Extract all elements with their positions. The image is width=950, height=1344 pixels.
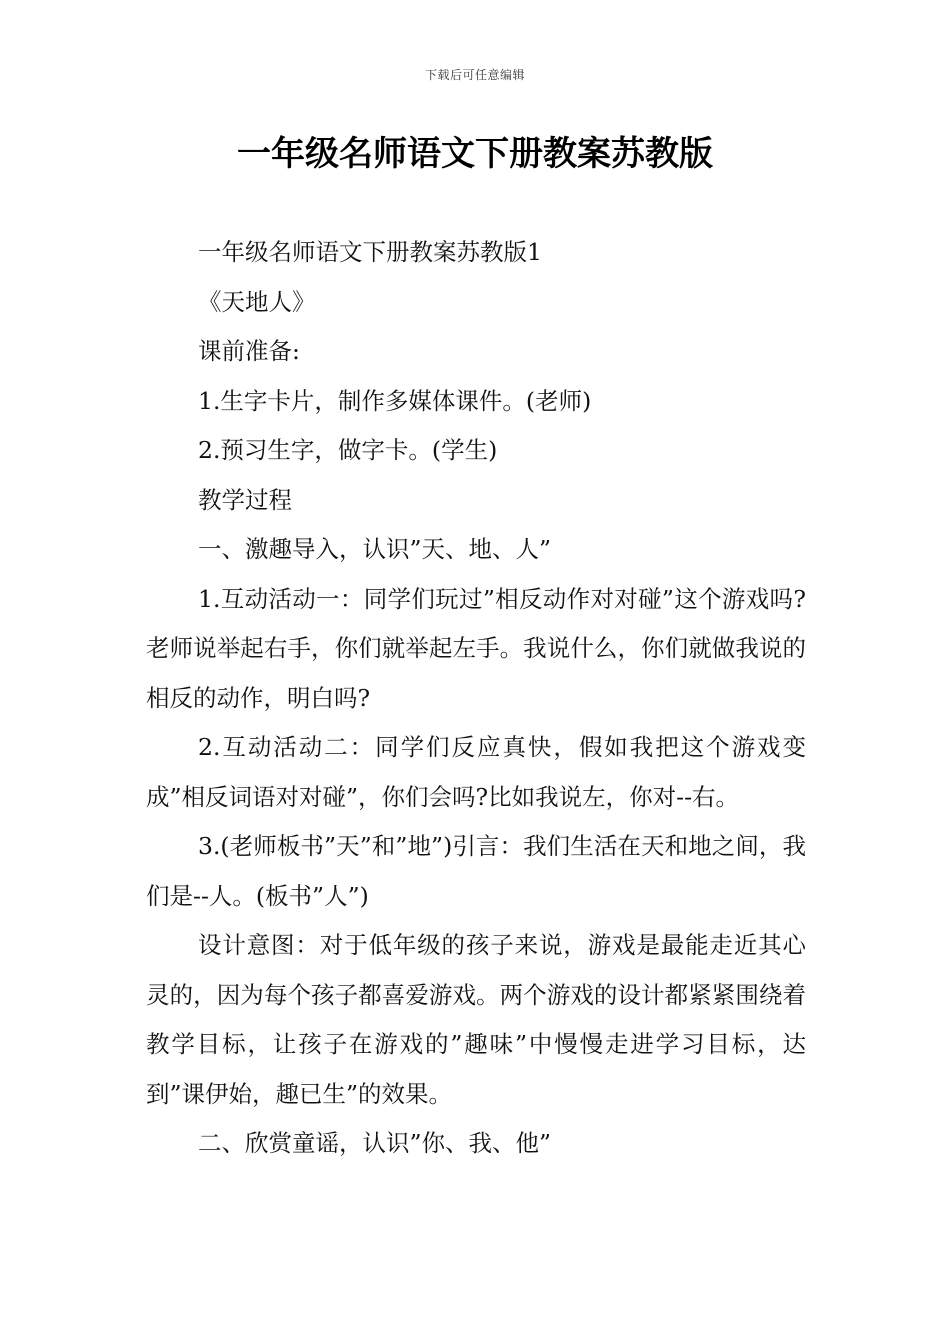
paragraph-lesson-title: 《天地人》 [198, 287, 316, 316]
paragraph-section-one-heading: 一、激趣导入，认识”天、地、人” [198, 535, 552, 563]
paragraph-preparation-heading: 课前准备: [198, 337, 300, 365]
document-body [146, 228, 806, 1169]
paragraph-board-writing: 3.(老师板书”天”和”地”)引言：我们生活在天和地之间，我们是--人。(板书”人”) [146, 832, 806, 910]
paragraph-activity-one: 1.互动活动一：同学们玩过”相反动作对对碰”这个游戏吗?老师说举起右手，你们就举起左手。我说什么，你们就做我说的相反的动作，明白吗? [146, 584, 806, 712]
download-note: 下载后可任意编辑 [424, 68, 525, 82]
paragraph-process-heading: 教学过程 [198, 485, 292, 514]
paragraph-subtitle: 一年级名师语文下册教案苏教版1 [198, 238, 542, 266]
paragraph-preparation-student: 2.预习生字，做字卡。(学生) [198, 436, 498, 464]
paragraph-activity-two: 2.互动活动二：同学们反应真快，假如我把这个游戏变成”相反词语对对碰”，你们会吗?比如我说左，你对--右。 [146, 733, 806, 811]
paragraph-section-two-heading: 二、欣赏童谣，认识”你、我、他” [198, 1129, 552, 1157]
document-title: 一年级名师语文下册教案苏教版 [237, 134, 713, 174]
paragraph-preparation-teacher: 1.生字卡片，制作多媒体课件。(老师) [198, 386, 592, 415]
paragraph-design-intent: 设计意图：对于低年级的孩子来说，游戏是最能走近其心灵的，因为每个孩子都喜爱游戏。两个游戏的设计都紧紧围绕着教学目标，让孩子在游戏的”趣味”中慢慢走进学习目标，达到”课伊始，趣已生”的效果。 [146, 931, 806, 1108]
